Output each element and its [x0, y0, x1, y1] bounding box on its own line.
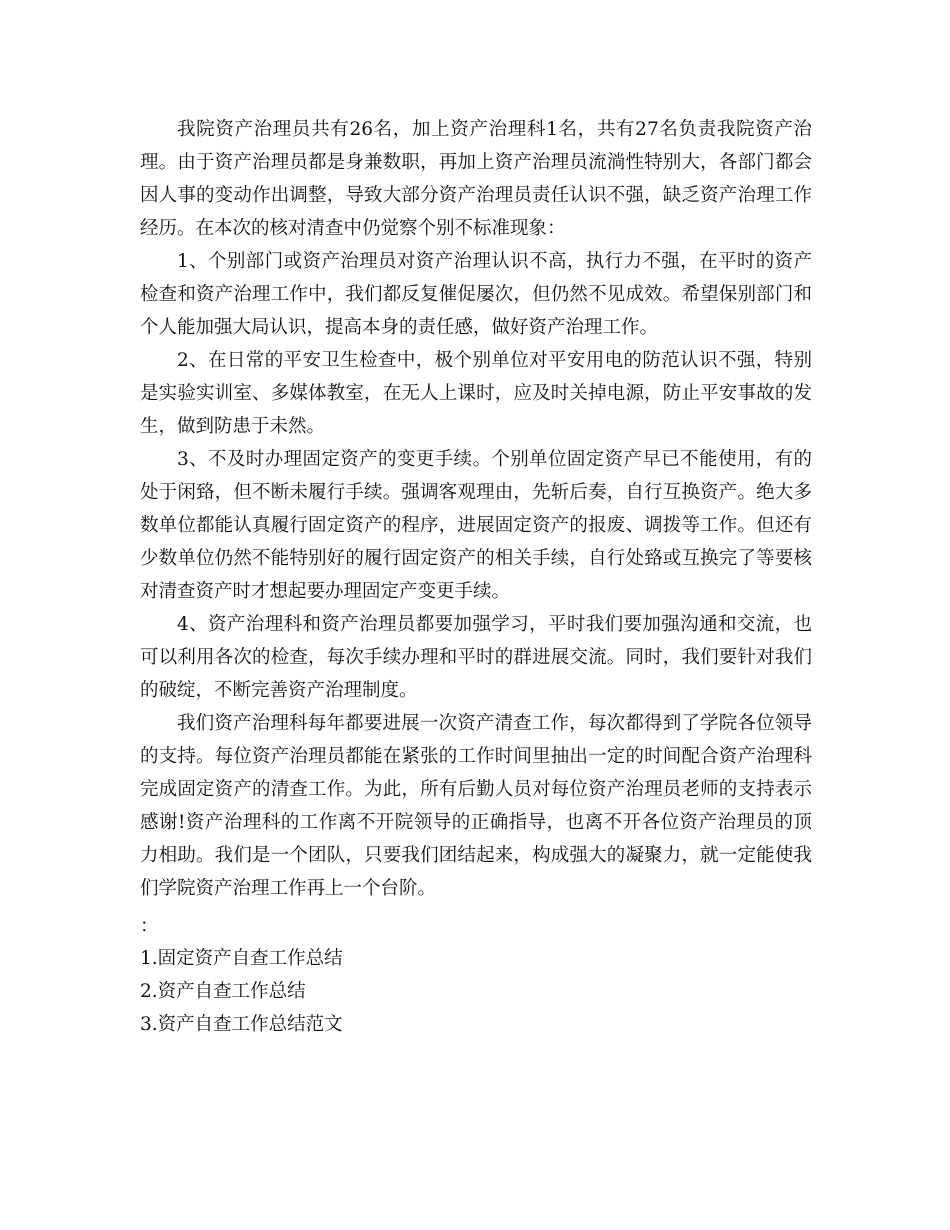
related-article-link[interactable]: 2.资产自查工作总结	[140, 981, 306, 1002]
paragraph-item-4: 4、资产治理科和资产治理员都要加强学习，平时我们要加强沟通和交流，也可以利用各次的检查，每次手续办理和平时的群进展交流。同时，我们要针对我们的破绽，不断完善资产治理制度。	[140, 614, 812, 701]
paragraph-item-3: 3、不及时办理固定资产的变更手续。个别单位固定资产早已不能使用，有的处于闲臵，但不断未履行手续。强调客观理由，先斩后奏，自行互换资产。绝大多数单位都能认真履行固定资产的程序，进展固定资产的报废、调拨等工作。但还有少数单位仍然不能特别好的履行固定资产的相关手续，自行处臵或互换完了等要核对清查资产时才想起要办理固定产变更手续。	[140, 449, 812, 602]
paragraph-item-1: 1、个别部门或资产治理员对资产治理认识不高，执行力不强，在平时的资产检查和资产治理工作中，我们都反复催促屡次，但仍然不见成效。希望保别部门和个人能加强大局认识，提高本身的责任感，做好资产治理工作。	[140, 251, 812, 338]
related-articles-list	[140, 942, 812, 1041]
document-body	[140, 113, 812, 1041]
colon-mark: ：	[140, 916, 159, 937]
paragraph-intro: 我院资产治理员共有26名，加上资产治理科1名，共有27名负责我院资产治理。由于资产治理员都是身兼数职，再加上资产治理员流淌性特别大，各部门都会因人事的变动作出调整，导致大部分资产治理员责任认识不强，缺乏资产治理工作经历。在本次的核对清查中仍觉察个别不标准现象：	[140, 119, 812, 239]
related-article-link[interactable]: 3.资产自查工作总结范文	[140, 1014, 343, 1035]
related-article-link[interactable]: 1.固定资产自查工作总结	[140, 948, 343, 969]
paragraph-conclusion: 我们资产治理科每年都要进展一次资产清查工作，每次都得到了学院各位领导的支持。每位资产治理员都能在紧张的工作时间里抽出一定的时间配合资产治理科完成固定资产的清查工作。为此，所有后勤人员对每位资产治理员老师的支持表示感谢!资产治理科的工作离不开院领导的正确指导，也离不开各位资产治理员的顶力相助。我们是一个团队，只要我们团结起来，构成强大的凝聚力，就一定能使我们学院资产治理工作再上一个台阶。	[140, 713, 812, 899]
paragraph-item-2: 2、在日常的平安卫生检查中，极个别单位对平安用电的防范认识不强，特别是实验实训室、多媒体教室，在无人上课时，应及时关掉电源，防止平安事故的发生，做到防患于未然。	[140, 350, 812, 437]
